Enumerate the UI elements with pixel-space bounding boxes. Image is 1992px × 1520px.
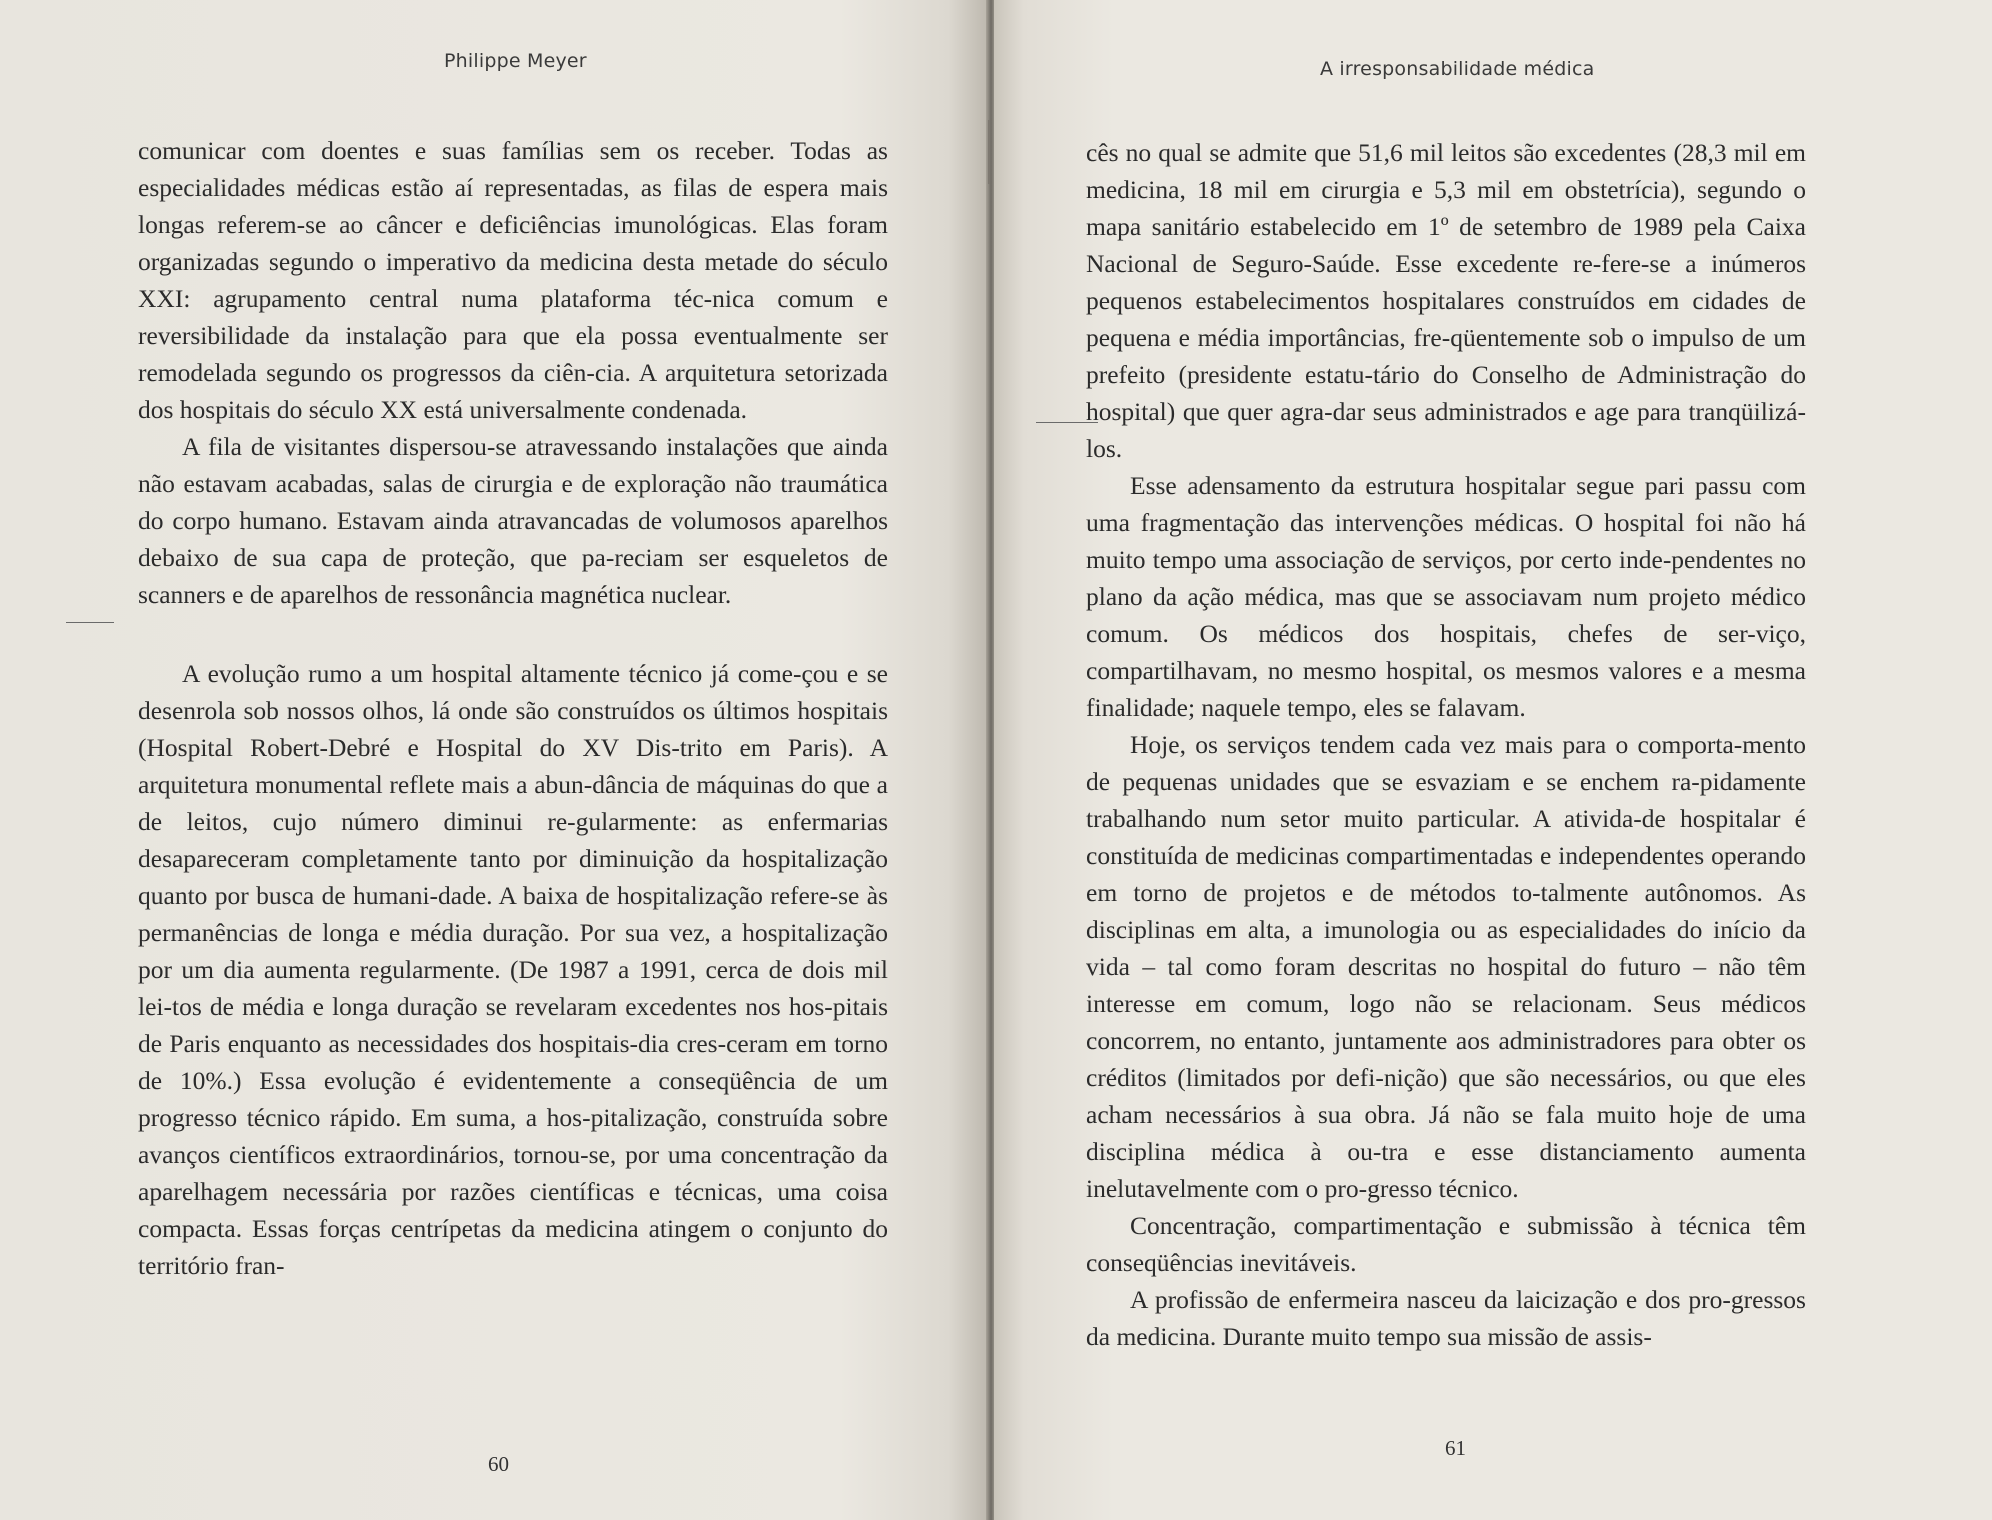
section-break bbox=[138, 613, 888, 655]
left-page bbox=[0, 0, 988, 1520]
paragraph: cês no qual se admite que 51,6 mil leitos são excedentes (28,3 mil em medicina, 18 mil em cirurgia e 5,3 mil em obstetrícia), segundo o mapa sanitário estabelecido em 1º de setembro de 1989 pela Caixa Nacional de Seguro-Saúde. Esse excedente re-fere-se a inúmeros pequenos estabelecimentos hospitalares construídos em cidades de pequena e média importâncias, fre-qüentemente sob o impulso de um prefeito (presidente estatu-tário do Conselho de Administração do hospital) que quer agra-dar seus administrados e age para tranqüilizá-los. bbox=[1086, 138, 1806, 463]
page-number: 60 bbox=[488, 1452, 509, 1476]
running-head-author: Philippe Meyer bbox=[444, 50, 587, 72]
pencil-margin-mark bbox=[66, 622, 114, 623]
paragraph: Esse adensamento da estrutura hospitalar segue pari passu com uma fragmentação das intervenções médicas. O hospital foi não há muito tempo uma associação de serviços, por certo inde-pendentes no plano da ação médica, mas que se associavam num projeto médico comum. Os médicos dos hospitais, chefes de ser-viço, compartilhavam, no mesmo hospital, os mesmos valores e a mesma finalidade; naquele tempo, eles se falavam. bbox=[1086, 471, 1806, 722]
paragraph: comunicar com doentes e suas famílias sem os receber. Todas as especialidades médicas estão aí representadas, as filas de espera mais longas referem-se ao câncer e deficiências imunológicas. Elas foram organizadas segundo o imperativo da medicina desta metade do século XXI: agrupamento central numa plataforma téc-nica comum e reversibilidade da instalação para que ela possa eventualmente ser remodelada segundo os progressos da ciên-cia. A arquitetura setorizada dos hospitais do século XX está universalmente condenada. bbox=[138, 136, 888, 424]
right-page-body bbox=[1086, 134, 1806, 1355]
paragraph: Hoje, os serviços tendem cada vez mais para o comporta-mento de pequenas unidades que se esvaziam e se enchem ra-pidamente trabalhando num setor muito particular. A ativida-de hospitalar é constituída de medicinas compartimentadas e independentes operando em torno de projetos e de métodos to-talmente autônomos. As disciplinas em alta, a imunologia ou as especialidades do início da vida – tal como foram descritas no hospital do futuro – não têm interesse em comum, logo não se relacionam. Seus médicos concorrem, no entanto, juntamente aos administradores para obter os créditos (limitados por defi-nição) que são necessários, ou que eles acham necessários à sua obra. Já não se fala muito hoje de uma disciplina médica à ou-tra e esse distanciamento aumenta inelutavelmente com o pro-gresso técnico. bbox=[1086, 730, 1806, 1203]
paragraph: A profissão de enfermeira nasceu da laicização e dos pro-gressos da medicina. Durante muito tempo sua missão de assis- bbox=[1086, 1285, 1806, 1351]
fold-mark bbox=[988, 120, 990, 184]
right-page bbox=[994, 0, 1992, 1520]
running-head-chapter: A irresponsabilidade médica bbox=[1320, 58, 1595, 80]
paragraph: Concentração, compartimentação e submissão à técnica têm conseqüências inevitáveis. bbox=[1086, 1211, 1806, 1277]
paragraph: A evolução rumo a um hospital altamente técnico já come-çou e se desenrola sob nossos olhos, lá onde são construídos os últimos hospitais (Hospital Robert-Debré e Hospital do XV Dis-trito em Paris). A arquitetura monumental reflete mais a abun-dância de máquinas do que a de leitos, cujo número diminui re-gularmente: as enfermarias desapareceram completamente tanto por diminuição da hospitalização quanto por busca de humani-dade. A baixa de hospitalização refere-se às permanências de longa e média duração. Por sua vez, a hospitalização por um dia aumenta regularmente. (De 1987 a 1991, cerca de dois mil lei-tos de média e longa duração se revelaram excedentes nos hos-pitais de Paris enquanto as necessidades dos hospitais-dia cres-ceram em torno de 10%.) Essa evolução é evidentemente a conseqüência de um progresso técnico rápido. Em suma, a hos-pitalização, construída sobre avanços científicos extraordinários, tornou-se, por uma concentração da aparelhagem necessária por razões científicas e técnicas, uma coisa compacta. Essas forças centrípetas da medicina atingem o conjunto do território fran- bbox=[138, 659, 888, 1280]
page-number: 61 bbox=[1445, 1436, 1466, 1460]
paragraph: A fila de visitantes dispersou-se atravessando instalações que ainda não estavam acabadas, salas de cirurgia e de exploração não traumática do corpo humano. Estavam ainda atravancadas de volumosos aparelhos debaixo de sua capa de proteção, que pa-reciam ser esqueletos de scanners e de aparelhos de ressonância magnética nuclear. bbox=[138, 432, 888, 609]
left-page-body bbox=[138, 132, 888, 1284]
